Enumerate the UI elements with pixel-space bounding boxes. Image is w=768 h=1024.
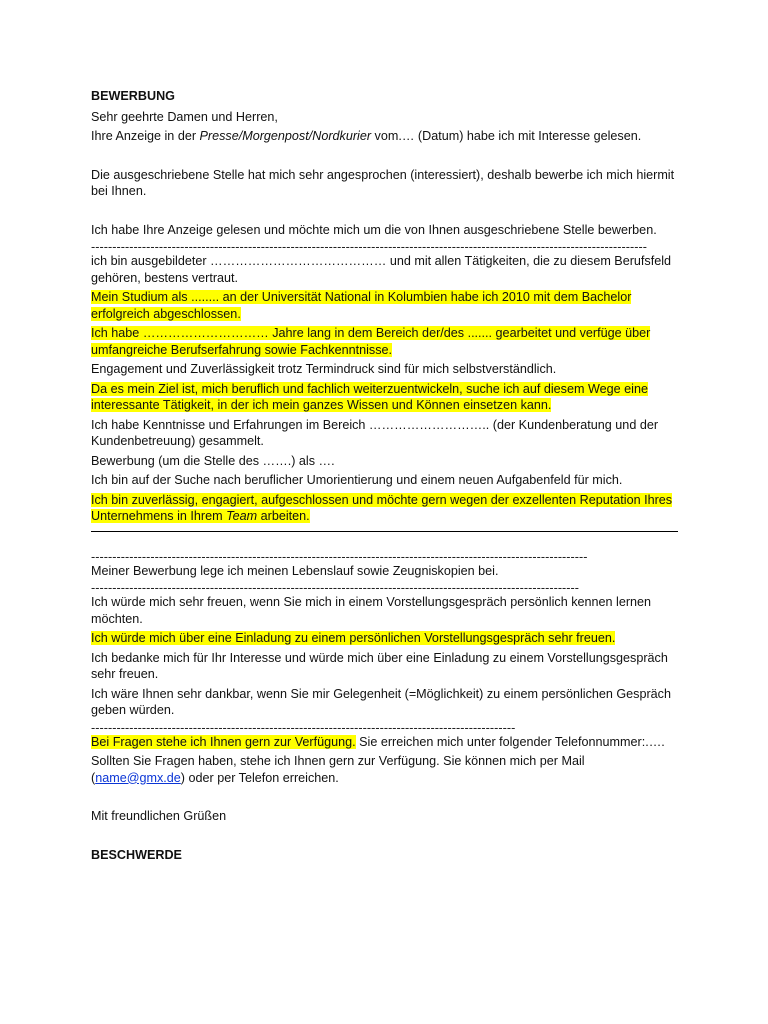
line-studium (91, 289, 681, 322)
mail-text-b: ) oder per Telefon erreichen. (180, 770, 339, 785)
highlight-einladung: Ich würde mich über eine Einladung zu einem persönlichen Vorstellungsgespräch sehr freuen. (91, 631, 616, 645)
line-jahre (91, 325, 681, 358)
line-freuen: Ich würde mich sehr freuen, wenn Sie mich in einem Vorstellungsgespräch persönlich kennen lernen möchten. (91, 595, 652, 626)
line-dankbar: Ich wäre Ihnen sehr dankbar, wenn Sie mir Gelegenheit (=Möglichkeit) zu einem persönlichen Gespräch geben würden. (91, 686, 671, 717)
horizontal-rule (91, 531, 678, 532)
paragraph-stelle-1: Die ausgeschriebene Stelle hat mich sehr angesprochen (interessiert), deshalb bewerbe ich mich hiermit bei Ihnen. (91, 167, 675, 198)
intro-paragraph (91, 128, 681, 145)
line-fragen (91, 734, 681, 751)
line-umorientierung: Ich bin auf der Suche nach beruflicher Umorientierung und einem neuen Aufgabenfeld für mich. (91, 473, 623, 487)
zuverlaessig-text-b: arbeiten. (257, 509, 310, 523)
dashed-divider-4: ---------------------------------------------------------------------------------------------------- (91, 721, 516, 734)
line-bedanke: Ich bedanke mich für Ihr Interesse und würde mich über eine Einladung zu einem Vorstellungsgespräch sehr freuen. (91, 650, 668, 681)
highlight-studium: Mein Studium als ........ an der Universität National in Kolumbien habe ich 2010 mit dem Bachelor erfolgreich abgeschlossen. (91, 290, 632, 321)
salutation: Sehr geehrte Damen und Herren, (91, 109, 278, 124)
dashed-divider-3: ------------------------------------------------------------------------------------------------------------------- (91, 582, 580, 594)
paragraph-stelle-2: Ich habe Ihre Anzeige gelesen und möchte mich um die von Ihnen ausgeschriebene Stelle bewerben. (91, 222, 657, 237)
dashed-divider-2: --------------------------------------------------------------------------------------------------------------------- (91, 550, 588, 563)
line-anlagen: Meiner Bewerbung lege ich meinen Lebenslauf sowie Zeugniskopien bei. (91, 563, 499, 578)
highlight-zuverlaessig (91, 493, 672, 524)
heading-beschwerde: BESCHWERDE (91, 847, 182, 862)
intro-newspapers: Presse/Morgenpost/Nordkurier (199, 129, 372, 143)
sign-off: Mit freundlichen Grüßen (91, 809, 227, 823)
document-page (91, 88, 681, 867)
line-einladung (91, 630, 681, 647)
line-kenntnisse: Ich habe Kenntnisse und Erfahrungen im Bereich ……………………….. (der Kundenberatung und der Kundenbetreuung) gesammelt. (91, 417, 659, 448)
line-bewerbung-stelle: Bewerbung (um die Stelle des …….) als …. (91, 453, 335, 468)
mail-text-a: Sollten Sie Fragen haben, stehe ich Ihnen gern zur Verfügung. Sie können mich per Mail ( (91, 754, 585, 785)
zuverlaessig-text-a: Ich bin zuverlässig, engagiert, aufgeschlossen und möchte gern wegen der exzellenten Reputation Ihres Unternehmens in Ihrem (91, 492, 673, 523)
zuverlaessig-team: Team (226, 509, 258, 523)
line-engagement: Engagement und Zuverlässigkeit trotz Termindruck sind für mich selbstverständlich. (91, 362, 557, 376)
fragen-rest: Sie erreichen mich unter folgender Telefonnummer:.…. (355, 734, 665, 749)
highlight-jahre: Ich habe ………………………… Jahre lang in dem Bereich der/des ....... gearbeitet und verfüge über umfangreiche Berufserfahrung sowie Fachkenntnisse. (91, 326, 651, 357)
email-link[interactable]: name@gmx.de (95, 770, 181, 785)
line-ziel (91, 381, 681, 414)
highlight-ziel: Da es mein Ziel ist, mich beruflich und fachlich weiterzuentwickeln, suche ich auf diesem Wege eine interessante Tätigkeit, in der ich mein ganzes Wissen und Können einsetzen kann. (91, 381, 648, 412)
intro-text-b: vom.… (Datum) habe ich mit Interesse gelesen. (371, 129, 642, 143)
dashed-divider-1: ----------------------------------------------------------------------------------------------------------------------------------- (91, 241, 647, 253)
line-zuverlaessig (91, 492, 681, 525)
line-ausgebildet: ich bin ausgebildeter …………………………………… und mit allen Tätigkeiten, die zu diesem Berufsfeld gehören, bestens vertraut. (91, 254, 672, 285)
highlight-fragen: Bei Fragen stehe ich Ihnen gern zur Verfügung. (91, 734, 356, 749)
line-mail (91, 753, 681, 786)
heading-bewerbung: BEWERBUNG (91, 89, 175, 103)
intro-text-a: Ihre Anzeige in der (91, 129, 200, 143)
